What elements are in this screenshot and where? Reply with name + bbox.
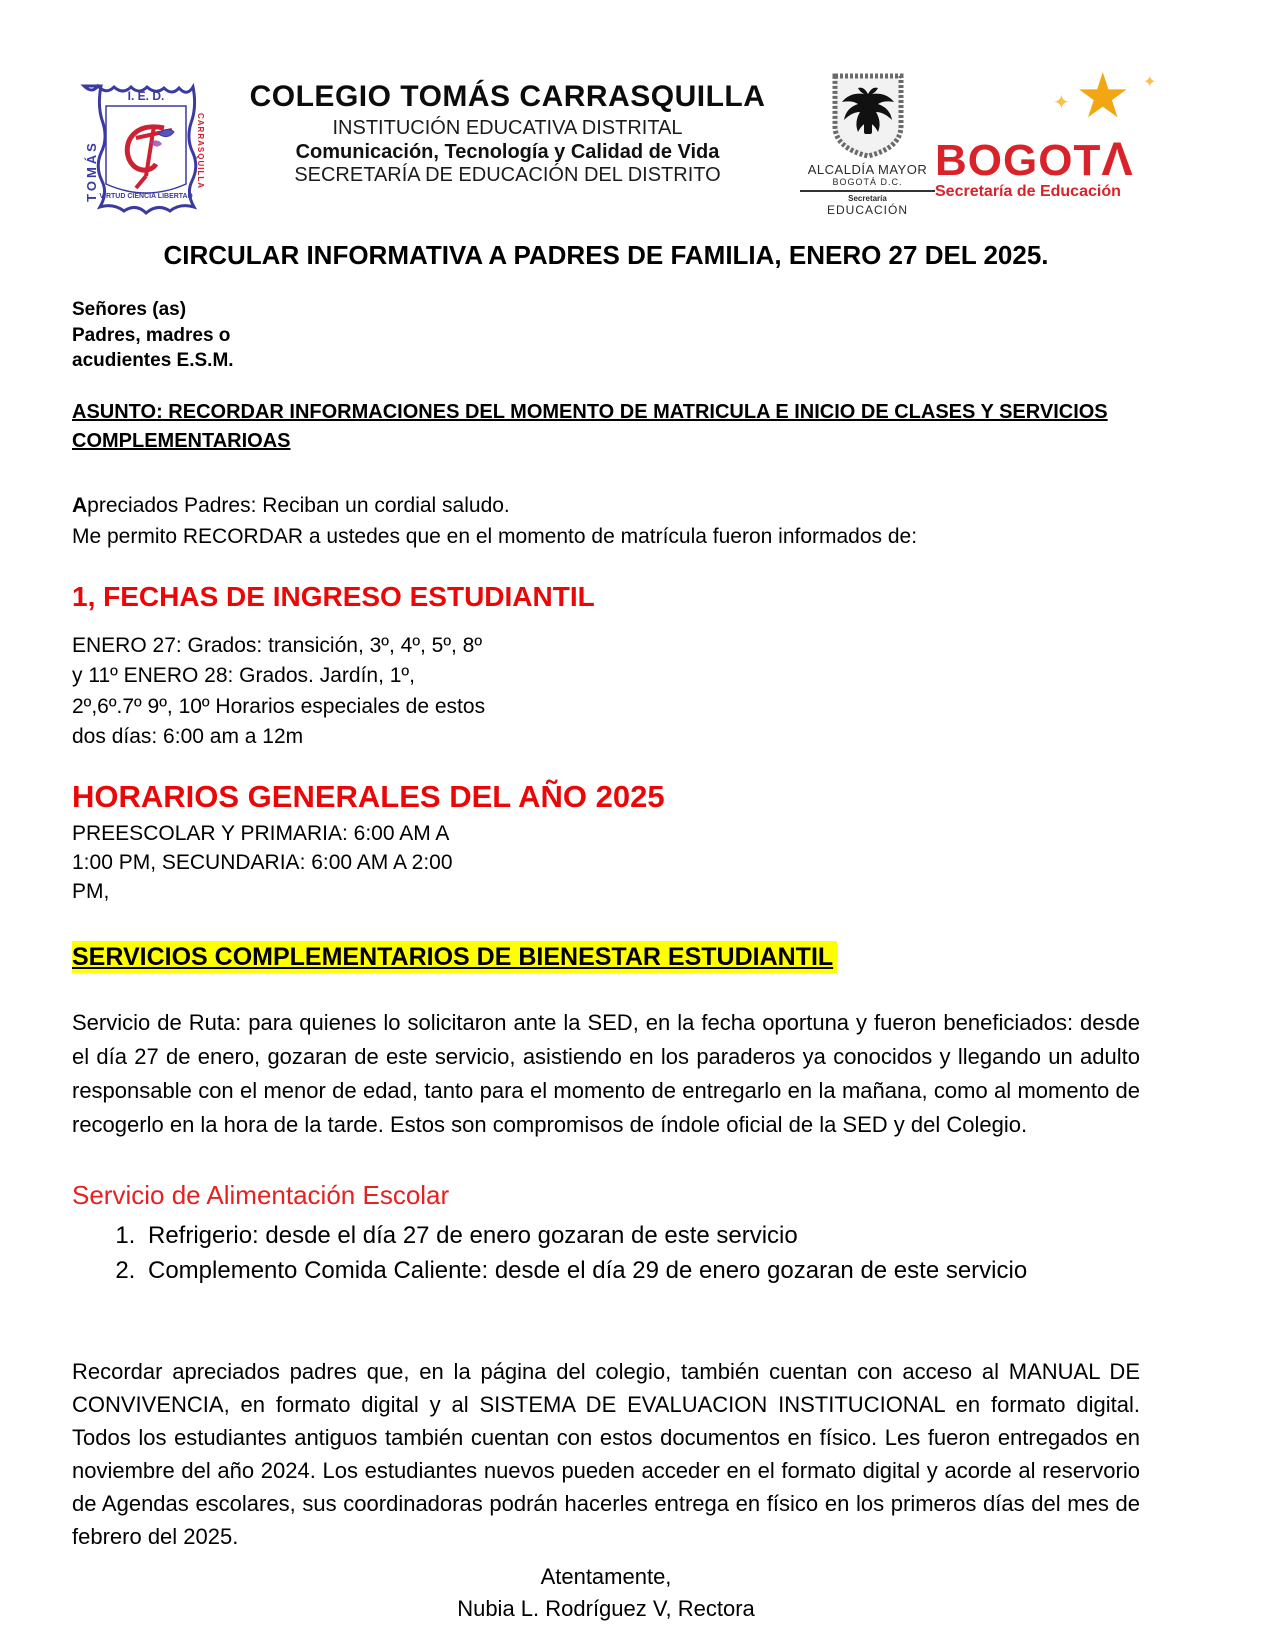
letter-body bbox=[72, 228, 1140, 1650]
signer-name-line: Nubia L. Rodríguez V, Rectora bbox=[457, 1595, 755, 1621]
heading-fechas-ingreso: 1, FECHAS DE INGRESO ESTUDIANTIL bbox=[72, 580, 595, 612]
school-motto-line: Comunicación, Tecnología y Calidad de Vida bbox=[295, 140, 720, 163]
letterhead-text bbox=[225, 80, 790, 187]
fechas-line: y 11º ENERO 28: Grados. Jardín, 1º, bbox=[72, 664, 415, 688]
greeting-line1 bbox=[72, 490, 1140, 522]
bogota-lambda-glyph: Λ bbox=[1101, 132, 1134, 185]
shield-top-label: I. E. D. bbox=[127, 89, 165, 103]
paragraph-servicio-ruta: Servicio de Ruta: para quienes lo solicitaron ante la SED, en la fecha oportuna y fueron beneficiados: desde el día 27 de enero, gozaran de este servicio, asistiendo en los paraderos ya conocidos y llegando un adulto responsable con el menor de edad, tanto para el momento de entregarlo en la mañana, como al momento de recogerlo en la hora de la tarde. Estos son compromisos de índole oficial de la SED y del Colegio. bbox=[72, 1009, 1140, 1138]
addressee-block bbox=[72, 297, 1140, 374]
horarios-line: 1:00 PM, SECUNDARIA: 6:00 AM A 2:00 bbox=[72, 851, 453, 875]
star-icon: ★ bbox=[1075, 62, 1131, 131]
shield-motto-label: VIRTUD CIENCIA LIBERTAD bbox=[99, 193, 193, 200]
heading-alimentacion-escolar: Servicio de Alimentación Escolar bbox=[72, 1180, 450, 1211]
school-shield-logo bbox=[76, 76, 216, 226]
horarios-line: PM, bbox=[72, 880, 110, 904]
greeting-line2: Me permito RECORDAR a ustedes que en el momento de matrícula fueron informados de: bbox=[72, 525, 918, 549]
greeting-line1-rest: preciados Padres: Reciban un cordial saludo. bbox=[87, 493, 510, 517]
fechas-line: 2º,6º.7º 9º, 10º Horarios especiales de estos bbox=[72, 694, 486, 718]
bogota-logo bbox=[935, 62, 1215, 201]
school-shield-icon bbox=[76, 76, 216, 226]
secretary-line: SECRETARÍA DE EDUCACIÓN DEL DISTRITO bbox=[294, 164, 721, 187]
letterhead bbox=[0, 62, 1275, 227]
farewell-line: Atentamente, bbox=[540, 1563, 672, 1589]
sparkle-icon: ✦ bbox=[1053, 92, 1070, 114]
greeting-initial: A bbox=[72, 493, 88, 517]
alimentacion-list-item: 1. Refrigerio: desde el día 27 de enero gozaran de este servicio bbox=[142, 1219, 1140, 1254]
addressee-line: Señores (as) bbox=[72, 299, 187, 320]
heading-horarios-generales: HORARIOS GENERALES DEL AÑO 2025 bbox=[72, 778, 665, 814]
subject-line: ASUNTO: RECORDAR INFORMACIONES DEL MOMENTO DE MATRICULA E INICIO DE CLASES Y SERVICIOS COMPLEMENTARIOAS bbox=[72, 400, 1108, 452]
sparkle-icon: ✦ bbox=[1143, 74, 1157, 91]
fechas-line: ENERO 27: Grados: transición, 3º, 4º, 5º, 8º bbox=[72, 633, 483, 657]
school-name: COLEGIO TOMÁS CARRASQUILLA bbox=[249, 80, 766, 113]
alimentacion-list bbox=[72, 1219, 1140, 1289]
paragraph-closing: Recordar apreciados padres que, en la página del colegio, también cuentan con acceso al MANUAL DE CONVIVENCIA, en formato digital y al SISTEMA DE EVALUACION INSTITUCIONAL en formato digital. Todos los estudiantes antiguos también cuentan con estos documentos en físico. Les fueron entregados en noviembre del año 2024. Los estudiantes nuevos pueden acceder en el formato digital y acorde al reservorio de Agendas escolares, sus coordinadoras podrán hacerles entrega en físico en los primeros días del mes de febrero del 2025. bbox=[72, 1358, 1140, 1549]
alcaldia-logo bbox=[800, 72, 935, 217]
bogota-word-text: BOGOT bbox=[935, 136, 1102, 185]
alcaldia-crest-icon bbox=[829, 72, 907, 160]
heading-servicios-wrap bbox=[72, 943, 1140, 972]
addressee-line: acudientes E.S.M. bbox=[72, 350, 234, 372]
alcaldia-line3: Secretaría bbox=[848, 194, 887, 203]
bogota-wordmark bbox=[935, 132, 1215, 185]
horarios-line: PREESCOLAR Y PRIMARIA: 6:00 AM A bbox=[72, 821, 450, 845]
alcaldia-line4: EDUCACIÓN bbox=[826, 203, 908, 217]
greeting-block bbox=[72, 490, 1140, 553]
bogota-tagline: Secretaría de Educación bbox=[935, 182, 1121, 200]
addressee-line: Padres, madres o bbox=[72, 324, 231, 346]
alcaldia-line2: BOGOTÁ D.C. bbox=[800, 177, 935, 192]
heading-servicios-complementarios: SERVICIOS COMPLEMENTARIOS DE BIENESTAR ESTUDIANTIL bbox=[72, 941, 837, 973]
institution-line: INSTITUCIÓN EDUCATIVA DISTRITAL bbox=[332, 116, 683, 139]
bogota-stars bbox=[935, 62, 1215, 138]
shield-left-label: TOMÁS bbox=[84, 140, 99, 202]
alcaldia-line1: ALCALDÍA MAYOR bbox=[807, 162, 928, 177]
fechas-line: dos días: 6:00 am a 12m bbox=[72, 725, 304, 749]
fechas-text-block bbox=[72, 631, 1140, 753]
alimentacion-list-item: 2. Complemento Comida Caliente: desde el día 29 de enero gozaran de este servicio bbox=[142, 1254, 1140, 1289]
horarios-text-block bbox=[72, 819, 1140, 907]
document-title: CIRCULAR INFORMATIVA A PADRES DE FAMILIA, ENERO 27 DEL 2025. bbox=[163, 240, 1049, 270]
shield-right-label: CARRASQUILLA bbox=[196, 113, 205, 189]
